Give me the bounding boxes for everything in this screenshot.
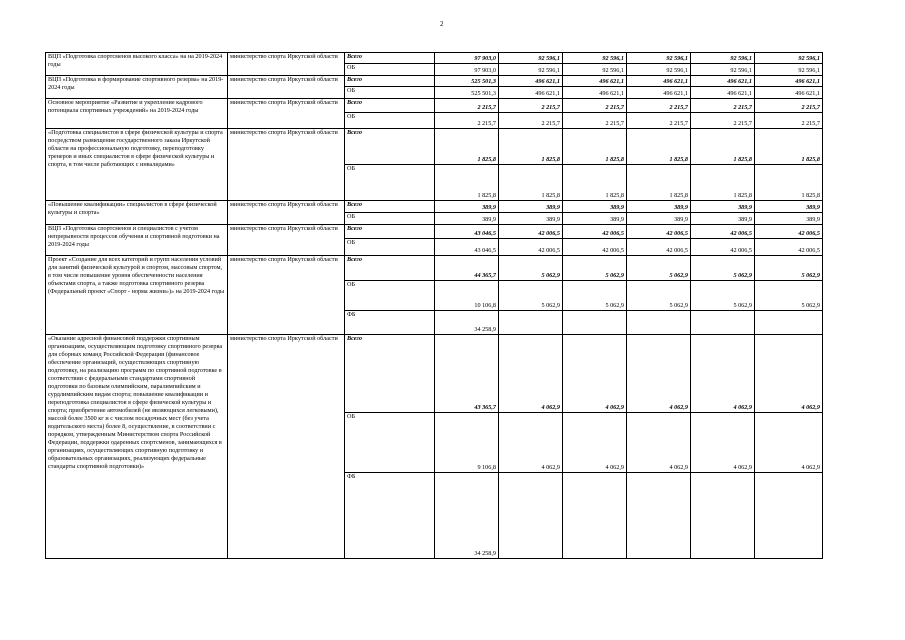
amount-cell: 496 621,1 [563, 87, 627, 99]
amount-cell: 5 062,9 [563, 281, 627, 311]
amount-cell: 2 215,7 [499, 99, 563, 113]
amount-cell: 5 062,9 [499, 281, 563, 311]
table-row [46, 201, 823, 213]
amount-cell: 2 215,7 [691, 113, 755, 129]
funding-source: ОБ [345, 87, 435, 99]
amount-cell: 389,9 [563, 201, 627, 213]
amount-cell: 1 825,8 [627, 129, 691, 165]
amount-cell: 389,9 [563, 213, 627, 225]
amount-cell: 5 062,9 [755, 256, 823, 281]
amount-cell: 525 501,3 [435, 76, 499, 87]
funding-source: Всего [345, 256, 435, 281]
activity-description: ВЦП «Подготовка спортсменов и специалистов с учетом непрерывности процессов обучения и спортивной подготовки на 2019-2024 годы [46, 225, 228, 256]
amount-cell: 389,9 [691, 201, 755, 213]
amount-cell: 389,9 [691, 213, 755, 225]
amount-cell [563, 473, 627, 559]
amount-cell: 43 365,7 [435, 335, 499, 413]
amount-cell [627, 473, 691, 559]
funding-source: ОБ [345, 239, 435, 256]
funding-source: Всего [345, 53, 435, 64]
executor: министерство спорта Иркутской области [228, 76, 345, 99]
amount-cell: 5 062,9 [627, 281, 691, 311]
amount-cell: 4 062,9 [691, 335, 755, 413]
amount-cell: 5 062,9 [563, 256, 627, 281]
amount-cell: 2 215,7 [627, 99, 691, 113]
amount-cell [755, 311, 823, 335]
amount-cell: 5 062,9 [755, 281, 823, 311]
amount-cell: 42 006,5 [627, 225, 691, 239]
amount-cell: 44 365,7 [435, 256, 499, 281]
amount-cell: 496 621,1 [691, 87, 755, 99]
amount-cell: 97 903,0 [435, 53, 499, 64]
amount-cell: 92 596,1 [691, 53, 755, 64]
amount-cell: 2 215,7 [435, 113, 499, 129]
table-row [46, 76, 823, 87]
amount-cell [691, 311, 755, 335]
amount-cell: 5 062,9 [627, 256, 691, 281]
amount-cell: 4 062,9 [755, 413, 823, 473]
executor: министерство спорта Иркутской области [228, 335, 345, 559]
amount-cell: 42 006,5 [499, 239, 563, 256]
amount-cell: 4 062,9 [499, 335, 563, 413]
amount-cell: 389,9 [499, 201, 563, 213]
funding-source: ОБ [345, 165, 435, 201]
funding-source: ФБ [345, 473, 435, 559]
activity-description: «Подготовка специалистов в сфере физической культуры и спорта посредством размещения государственного заказа Иркутской области на профессиональную подготовку, переподготовку тренеров и иных специалистов в сфере физической культуры и спорта, в том числе работающих с инвалидами» [46, 129, 228, 201]
amount-cell: 92 596,1 [627, 64, 691, 76]
amount-cell: 92 596,1 [627, 53, 691, 64]
amount-cell: 2 215,7 [563, 113, 627, 129]
activity-description: ВЦП «Подготовка спортсменов высокого класса» на на 2019-2024 годы [46, 53, 228, 76]
amount-cell: 92 596,1 [499, 53, 563, 64]
funding-source: ОБ [345, 213, 435, 225]
funding-source: Всего [345, 225, 435, 239]
amount-cell [755, 473, 823, 559]
amount-cell: 92 596,1 [499, 64, 563, 76]
amount-cell: 42 006,5 [755, 225, 823, 239]
amount-cell: 496 621,1 [499, 87, 563, 99]
amount-cell: 92 596,1 [691, 64, 755, 76]
amount-cell: 2 215,7 [563, 99, 627, 113]
amount-cell: 2 215,7 [627, 113, 691, 129]
amount-cell: 9 106,8 [435, 413, 499, 473]
amount-cell: 92 596,1 [563, 64, 627, 76]
funding-source: ОБ [345, 281, 435, 311]
amount-cell: 42 006,5 [499, 225, 563, 239]
amount-cell: 42 006,5 [627, 239, 691, 256]
table-row [46, 225, 823, 239]
executor: министерство спорта Иркутской области [228, 99, 345, 129]
amount-cell: 4 062,9 [563, 335, 627, 413]
executor: министерство спорта Иркутской области [228, 129, 345, 201]
amount-cell [499, 311, 563, 335]
amount-cell: 389,9 [499, 213, 563, 225]
amount-cell: 1 825,8 [563, 129, 627, 165]
amount-cell: 2 215,7 [755, 113, 823, 129]
amount-cell: 34 258,9 [435, 473, 499, 559]
amount-cell: 496 621,1 [627, 87, 691, 99]
executor: министерство спорта Иркутской области [228, 201, 345, 225]
amount-cell: 2 215,7 [755, 99, 823, 113]
amount-cell: 42 006,5 [563, 239, 627, 256]
amount-cell: 496 621,1 [627, 76, 691, 87]
amount-cell: 389,9 [435, 201, 499, 213]
amount-cell: 1 825,8 [563, 165, 627, 201]
table-row [46, 335, 823, 413]
amount-cell: 496 621,1 [563, 76, 627, 87]
amount-cell: 4 062,9 [691, 413, 755, 473]
amount-cell: 92 596,1 [755, 53, 823, 64]
activity-description: «Оказание адресной финансовой поддержки спортивным организациям, осуществляющим подготовку спортивного резерва для сборных команд Российской Федерации (финансовое обеспечение организаций, осуществляющих спортивную подготовку, на реализацию программ по спортивной подготовке в соответствии с федеральными стандартами спортивной подготовки по базовым олимпийским, паралимпийским и сурдлимпийским видам спорта; повышение квалификации и переподготовка специалистов в сфере физической культуры и спорта; приобретение автомобилей (не являющихся легковыми), массой более 3500 кг и с числом посадочных мест (без учета водительского места) более 8, осуществление, в соответствии с порядком, утвержденным Министерством спорта Российской Федерации, поддержки одаренных спортсменов, занимающихся в организациях, осуществляющих спортивную подготовку и образовательных организациях, реализующих федеральные стандарты спортивной подготовки)» [46, 335, 228, 559]
amount-cell: 1 825,8 [499, 165, 563, 201]
funding-source: Всего [345, 201, 435, 213]
amount-cell: 496 621,1 [499, 76, 563, 87]
amount-cell: 4 062,9 [499, 413, 563, 473]
executor: министерство спорта Иркутской области [228, 256, 345, 335]
amount-cell: 1 825,8 [499, 129, 563, 165]
activity-description: «Повышение квалификации» специалистов в сфере физической культуры и спорта» [46, 201, 228, 225]
amount-cell: 1 825,8 [435, 165, 499, 201]
funding-source: Всего [345, 129, 435, 165]
amount-cell: 43 046,5 [435, 225, 499, 239]
funding-source: Всего [345, 335, 435, 413]
table-row [46, 129, 823, 165]
amount-cell [691, 473, 755, 559]
amount-cell: 97 903,0 [435, 64, 499, 76]
amount-cell: 42 006,5 [563, 225, 627, 239]
activity-description: Проект «Создание для всех категорий и групп населения условий для занятий физической культурой и спортом, массовым спортом, в том числе повышение уровня обеспеченности населения объектами спорта, а также подготовка спортивного резерва (Федеральный проект «Спорт - норма жизни»)» на 2019-2024 годы [46, 256, 228, 335]
amount-cell: 389,9 [627, 201, 691, 213]
amount-cell: 389,9 [755, 201, 823, 213]
amount-cell: 2 215,7 [499, 113, 563, 129]
amount-cell: 43 046,5 [435, 239, 499, 256]
amount-cell: 5 062,9 [499, 256, 563, 281]
amount-cell [499, 473, 563, 559]
funding-source: ФБ [345, 311, 435, 335]
funding-source: ОБ [345, 413, 435, 473]
amount-cell: 1 825,8 [755, 129, 823, 165]
amount-cell: 92 596,1 [755, 64, 823, 76]
amount-cell: 496 621,1 [691, 76, 755, 87]
activity-description: Основное мероприятие «Развитие и укрепление кадрового потенциала спортивных учреждений» на 2019-2024 годы [46, 99, 228, 129]
funding-source: ОБ [345, 113, 435, 129]
amount-cell: 4 062,9 [627, 413, 691, 473]
amount-cell: 5 062,9 [691, 256, 755, 281]
activity-description: ВЦП «Подготовка и формирование спортивного резерва» на 2019-2024 годы [46, 76, 228, 99]
amount-cell: 4 062,9 [755, 335, 823, 413]
amount-cell: 4 062,9 [627, 335, 691, 413]
funding-source: ОБ [345, 64, 435, 76]
amount-cell [627, 311, 691, 335]
amount-cell: 1 825,8 [627, 165, 691, 201]
amount-cell: 496 621,1 [755, 87, 823, 99]
table-row [46, 53, 823, 64]
amount-cell: 2 215,7 [691, 99, 755, 113]
amount-cell: 10 106,8 [435, 281, 499, 311]
page-number: 2 [440, 20, 444, 28]
funding-source: Всего [345, 99, 435, 113]
amount-cell: 2 215,7 [435, 99, 499, 113]
amount-cell: 1 825,8 [691, 129, 755, 165]
budget-table-body [46, 53, 823, 559]
table-row [46, 99, 823, 113]
executor: министерство спорта Иркутской области [228, 225, 345, 256]
amount-cell: 92 596,1 [563, 53, 627, 64]
amount-cell [563, 311, 627, 335]
amount-cell: 496 621,1 [755, 76, 823, 87]
amount-cell: 34 258,9 [435, 311, 499, 335]
amount-cell: 5 062,9 [691, 281, 755, 311]
table-row [46, 256, 823, 281]
budget-table [45, 52, 823, 559]
amount-cell: 42 006,5 [691, 239, 755, 256]
amount-cell: 1 825,8 [755, 165, 823, 201]
amount-cell: 389,9 [627, 213, 691, 225]
amount-cell: 4 062,9 [563, 413, 627, 473]
amount-cell: 42 006,5 [691, 225, 755, 239]
amount-cell: 389,9 [755, 213, 823, 225]
funding-source: Всего [345, 76, 435, 87]
amount-cell: 525 501,3 [435, 87, 499, 99]
amount-cell: 1 825,8 [691, 165, 755, 201]
amount-cell: 389,9 [435, 213, 499, 225]
amount-cell: 1 825,8 [435, 129, 499, 165]
amount-cell: 42 006,5 [755, 239, 823, 256]
executor: министерство спорта Иркутской области [228, 53, 345, 76]
